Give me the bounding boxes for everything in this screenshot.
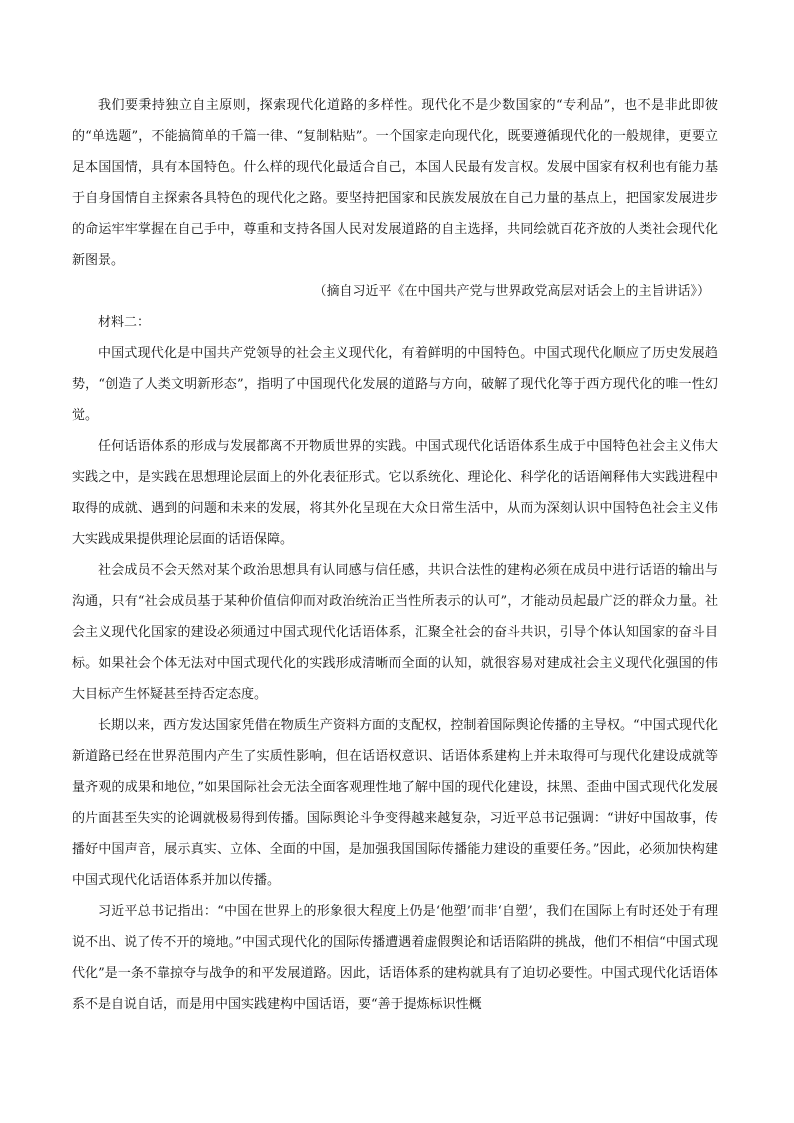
citation: （摘自习近平《在中国共产党与世界政党高层对话会上的主旨讲话》） xyxy=(313,284,710,299)
document-page xyxy=(72,90,718,1020)
material-paragraph-2: 任何话语体系的形成与发展都离不开物质世界的实践。中国式现代化话语体系生成于中国特色社会主义伟大实践之中，是实践在思想理论层面上的外化表征形式。它以系统化、理论化、科学化的话语阐释伟大实践进程中取得的成就、遇到的问题和未来的发展，将其外化呈现在大众日常生活中，从而为深刻认识中国特色社会主义伟大实践成果提供理论层面的话语保障。 xyxy=(72,439,718,547)
material-paragraph-1: 中国式现代化是中国共产党领导的社会主义现代化，有着鲜明的中国特色。中国式现代化顺应了历史发展趋势，“创造了人类文明新形态”，指明了中国现代化发展的道路与方向，破解了现代化等于西方现代化的唯一性幻觉。 xyxy=(72,346,718,423)
material-label: 材料二： xyxy=(98,315,151,330)
material-paragraph-3: 社会成员不会天然对某个政治思想具有认同感与信任感，共识合法性的建构必须在成员中进行话语的输出与沟通，只有“社会成员基于某种价值信仰而对政治统治正当性所表示的认可”，才能动员起最广泛的群众力量。社会主义现代化国家的建设必须通过中国式现代化话语体系，汇聚全社会的奋斗共识，引导个体认知国家的奋斗目标。如果社会个体无法对中国式现代化的实践形成清晰而全面的认知，就很容易对建成社会主义现代化强国的伟大目标产生怀疑甚至持否定态度。 xyxy=(72,563,718,702)
material-paragraph-5: 习近平总书记指出：“中国在世界上的形象很大程度上仍是‘他塑’而非‘自塑’，我们在国际上有时还处于有理说不出、说了传不开的境地。”中国式现代化的国际传播遭遇着虚假舆论和话语陷阱的挑战，他们不相信“中国式现代化”是一条不靠掠夺与战争的和平发展道路。因此，话语体系的建构就具有了迫切必要性。中国式现代化话语体系不是自说自话，而是用中国实践建构中国话语，要“善于提炼标识性概 xyxy=(72,904,718,1012)
material-paragraph-4: 长期以来，西方发达国家凭借在物质生产资料方面的支配权，控制着国际舆论传播的主导权。“中国式现代化新道路已经在世界范围内产生了实质性影响，但在话语权意识、话语体系建构上并未取得可与现代化建设成就等量齐观的成果和地位，”如果国际社会无法全面客观理性地了解中国的现代化建设，抹黑、歪曲中国式现代化发展的片面甚至失实的论调就极易得到传播。国际舆论斗争变得越来越复杂，习近平总书记强调：“讲好中国故事，传播好中国声音，展示真实、立体、全面的中国，是加强我国国际传播能力建设的重要任务。”因此，必须加快构建中国式现代化话语体系并加以传播。 xyxy=(72,718,718,888)
paragraph-1: 我们要秉持独立自主原则，探索现代化道路的多样性。现代化不是少数国家的“专利品”，也不是非此即彼的“单选题”，不能搞简单的千篇一律、“复制粘贴”。一个国家走向现代化，既要遵循现代化的一般规律，更要立足本国国情，具有本国特色。什么样的现代化最适合自己，本国人民最有发言权。发展中国家有权利也有能力基于自身国情自主探索各具特色的现代化之路。要坚持把国家和民族发展放在自己力量的基点上，把国家发展进步的命运牢牢掌握在自己手中，尊重和支持各国人民对发展道路的自主选择，共同绘就百花齐放的人类社会现代化新图景。 xyxy=(72,98,718,268)
